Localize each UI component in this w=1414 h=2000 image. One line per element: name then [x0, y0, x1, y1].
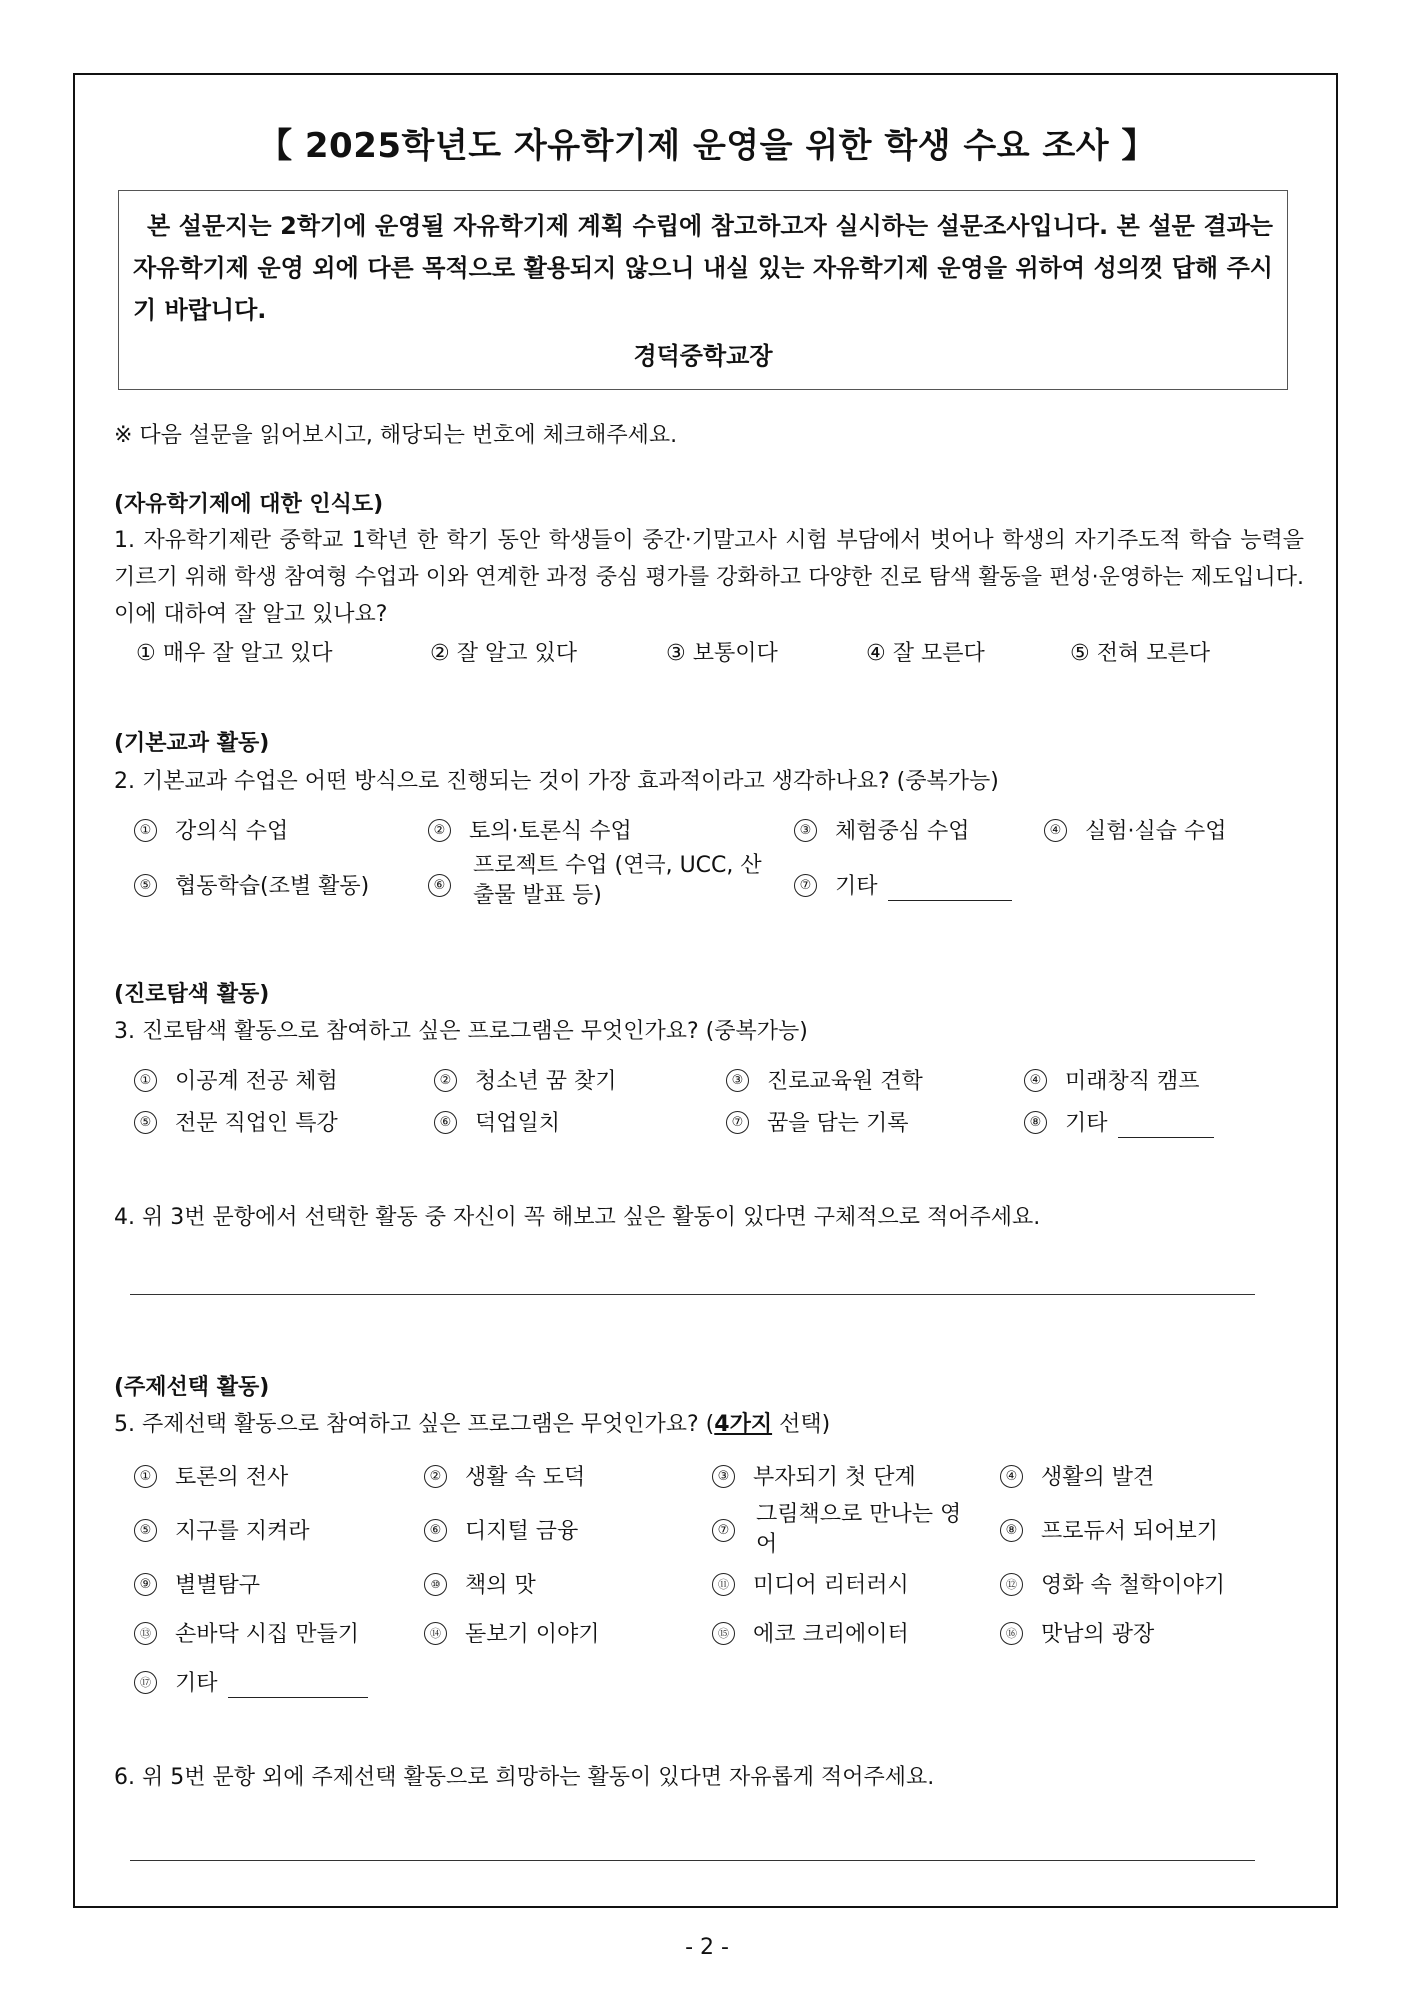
- q2-label-5: 협동학습(조별 활동): [175, 874, 370, 899]
- q5-mark-1: ①: [134, 1465, 157, 1488]
- question-5: [114, 1410, 830, 1440]
- q2-label-1: 강의식 수업: [175, 819, 289, 844]
- q1-option-1[interactable]: ① 매우 잘 알고 있다: [136, 641, 333, 666]
- q5-other-blank[interactable]: [228, 1675, 368, 1698]
- q5-mark-17: ⑰: [134, 1671, 157, 1694]
- q1-option-5[interactable]: ⑤ 전혀 모른다: [1070, 641, 1210, 666]
- q2-label-3: 체험중심 수업: [835, 819, 970, 844]
- section-topic-selection: (주제선택 활동): [114, 1375, 270, 1400]
- q2-option-3[interactable]: [794, 818, 970, 846]
- q5-option-7[interactable]: [712, 1518, 753, 1546]
- q3-option-7[interactable]: [726, 1110, 909, 1138]
- q3-label-4: 미래창직 캠프: [1065, 1069, 1200, 1094]
- q5-option-14[interactable]: [424, 1621, 600, 1649]
- q2-mark-4: ④: [1044, 819, 1067, 842]
- q5-label-2: 생활 속 도덕: [465, 1465, 586, 1490]
- q5-option-13[interactable]: [134, 1621, 359, 1649]
- q3-mark-5: ⑤: [134, 1111, 157, 1134]
- q5-mark-13: ⑬: [134, 1622, 157, 1645]
- q5-mark-12: ⑫: [1000, 1573, 1023, 1596]
- q3-option-8[interactable]: [1024, 1110, 1214, 1138]
- section-career: (진로탐색 활동): [114, 982, 270, 1007]
- q3-mark-4: ④: [1024, 1069, 1047, 1092]
- q5-mark-4: ④: [1000, 1465, 1023, 1488]
- question-1: 1. 자유학기제란 중학교 1학년 한 학기 동안 학생들이 중간·기말고사 시험 부담에서 벗어나 학생의 자기주도적 학습 능력을 기르기 위해 학생 참여형 수업과 이와 연계한 과정 중심 평가를 강화하고 다양한 진로 탐색 활동을 편성·운영하는 제도입니다. 이에 대하여 잘 알고 있나요?: [114, 528, 1304, 627]
- q2-label-2: 토의·토론식 수업: [469, 819, 632, 844]
- q5-label-9: 별별탐구: [175, 1573, 261, 1598]
- q3-option-6[interactable]: [434, 1110, 560, 1138]
- q5-label-7: 그림책으로 만나는 영어: [756, 1502, 962, 1557]
- q5-label-11: 미디어 리터러시: [753, 1573, 909, 1598]
- q3-mark-1: ①: [134, 1069, 157, 1092]
- q5-label-10: 책의 맛: [465, 1573, 536, 1598]
- q5-option-3[interactable]: [712, 1464, 916, 1492]
- q5-option-5[interactable]: [134, 1518, 310, 1546]
- q5-mark-14: ⑭: [424, 1622, 447, 1645]
- q2-mark-1: ①: [134, 819, 157, 842]
- q5-label-16: 맛남의 광장: [1041, 1622, 1155, 1647]
- q5-option-16[interactable]: [1000, 1621, 1154, 1649]
- q3-label-1: 이공계 전공 체험: [175, 1069, 338, 1094]
- q2-label-7: 기타: [835, 874, 878, 899]
- q2-option-5[interactable]: [134, 873, 369, 901]
- q5-mark-10: ⑩: [424, 1573, 447, 1596]
- q3-label-6: 덕업일치: [475, 1111, 561, 1136]
- question-6: 6. 위 5번 문항 외에 주제선택 활동으로 희망하는 활동이 있다면 자유롭게 적어주세요.: [114, 1765, 935, 1790]
- q5-option-9[interactable]: [134, 1572, 260, 1600]
- q3-label-7: 꿈을 담는 기록: [767, 1111, 909, 1136]
- q5-option-8[interactable]: [1000, 1518, 1218, 1546]
- q3-label-2: 청소년 꿈 찾기: [475, 1069, 617, 1094]
- q5-mark-16: ⑯: [1000, 1622, 1023, 1645]
- q2-mark-7: ⑦: [794, 874, 817, 897]
- q5-option-6[interactable]: [424, 1518, 578, 1546]
- section-awareness: (자유학기제에 대한 인식도): [114, 492, 384, 517]
- q3-label-3: 진로교육원 견학: [767, 1069, 923, 1094]
- q6-answer-line[interactable]: [130, 1860, 1255, 1861]
- q5-label-15: 에코 크리에이터: [753, 1622, 909, 1647]
- q3-option-1[interactable]: [134, 1068, 338, 1096]
- q2-option-6[interactable]: [428, 873, 469, 901]
- section-basic-subject: (기본교과 활동): [114, 731, 270, 756]
- q3-option-4[interactable]: [1024, 1068, 1200, 1096]
- q2-option-7[interactable]: [794, 873, 1012, 901]
- q5-text-before: 5. 주제선택 활동으로 참여하고 싶은 프로그램은 무엇인가요? (: [114, 1412, 715, 1437]
- q5-option-15[interactable]: [712, 1621, 909, 1649]
- q5-mark-2: ②: [424, 1465, 447, 1488]
- q5-mark-5: ⑤: [134, 1519, 157, 1542]
- q5-mark-9: ⑨: [134, 1573, 157, 1596]
- instruction-text: ※ 다음 설문을 읽어보시고, 해당되는 번호에 체크해주세요.: [114, 423, 678, 448]
- q3-other-blank[interactable]: [1118, 1115, 1214, 1138]
- q5-option-2[interactable]: [424, 1464, 585, 1492]
- q5-label-4: 생활의 발견: [1041, 1465, 1155, 1490]
- page-number: - 2 -: [685, 1935, 729, 1960]
- question-3: 3. 진로탐색 활동으로 참여하고 싶은 프로그램은 무엇인가요? (중복가능): [114, 1019, 808, 1044]
- q1-option-3[interactable]: ③ 보통이다: [666, 641, 778, 666]
- q3-mark-8: ⑧: [1024, 1111, 1047, 1134]
- q3-option-5[interactable]: [134, 1110, 338, 1138]
- q5-label-14: 돋보기 이야기: [465, 1622, 600, 1647]
- q2-option-2[interactable]: [428, 818, 632, 846]
- q3-mark-3: ③: [726, 1069, 749, 1092]
- q5-label-13: 손바닥 시집 만들기: [175, 1622, 360, 1647]
- q5-label-8: 프로듀서 되어보기: [1041, 1519, 1219, 1544]
- q5-label-17: 기타: [175, 1671, 218, 1696]
- q5-label-12: 영화 속 철학이야기: [1041, 1573, 1226, 1598]
- q1-option-2[interactable]: ② 잘 알고 있다: [430, 641, 577, 666]
- q3-mark-2: ②: [434, 1069, 457, 1092]
- q2-option-4[interactable]: [1044, 818, 1227, 846]
- q5-option-12[interactable]: [1000, 1572, 1225, 1600]
- q3-label-5: 전문 직업인 특강: [175, 1111, 338, 1136]
- q3-label-8: 기타: [1065, 1111, 1108, 1136]
- q3-mark-6: ⑥: [434, 1111, 457, 1134]
- q2-other-blank[interactable]: [888, 878, 1012, 901]
- q2-mark-2: ②: [428, 819, 451, 842]
- q4-answer-line[interactable]: [130, 1294, 1255, 1295]
- q5-emphasis: 4가지: [714, 1412, 773, 1437]
- q3-option-3[interactable]: [726, 1068, 923, 1096]
- question-4: 4. 위 3번 문항에서 선택한 활동 중 자신이 꼭 해보고 싶은 활동이 있다면 구체적으로 적어주세요.: [114, 1205, 1041, 1230]
- survey-title: 【 2025학년도 자유학기제 운영을 위한 학생 수요 조사 】: [258, 126, 1156, 166]
- q3-option-2[interactable]: [434, 1068, 617, 1096]
- q5-mark-3: ③: [712, 1465, 735, 1488]
- q3-mark-7: ⑦: [726, 1111, 749, 1134]
- q5-option-17[interactable]: [134, 1670, 368, 1698]
- q5-option-11[interactable]: [712, 1572, 909, 1600]
- intro-signature: 경덕중학교장: [633, 342, 773, 370]
- q5-mark-15: ⑮: [712, 1622, 735, 1645]
- q5-text-after: 선택): [772, 1412, 831, 1437]
- q5-label-1: 토론의 전사: [175, 1465, 289, 1490]
- q2-mark-5: ⑤: [134, 874, 157, 897]
- q2-label-4: 실험·실습 수업: [1085, 819, 1227, 844]
- q5-option-4[interactable]: [1000, 1464, 1154, 1492]
- intro-box: [118, 190, 1288, 390]
- q2-option-1[interactable]: [134, 818, 288, 846]
- q5-mark-8: ⑧: [1000, 1519, 1023, 1542]
- q5-option-10[interactable]: [424, 1572, 536, 1600]
- question-2: 2. 기본교과 수업은 어떤 방식으로 진행되는 것이 가장 효과적이라고 생각하나요? (중복가능): [114, 769, 999, 794]
- intro-text: 본 설문지는 2학기에 운영될 자유학기제 계획 수립에 참고하고자 실시하는 설문조사입니다. 본 설문 결과는 자유학기제 운영 외에 다른 목적으로 활용되지 않으니 내실 있는 자유학기제 운영을 위하여 성의껏 답해 주시기 바랍니다.: [133, 212, 1273, 324]
- q5-label-5: 지구를 지켜라: [175, 1519, 310, 1544]
- q5-mark-6: ⑥: [424, 1519, 447, 1542]
- q5-mark-7: ⑦: [712, 1519, 735, 1542]
- q5-label-3: 부자되기 첫 단계: [753, 1465, 916, 1490]
- q5-option-1[interactable]: [134, 1464, 288, 1492]
- q2-mark-3: ③: [794, 819, 817, 842]
- q2-mark-6: ⑥: [428, 874, 451, 897]
- q5-label-6: 디지털 금융: [465, 1519, 579, 1544]
- q2-label-6: 프로젝트 수업 (연극, UCC, 산출물 발표 등): [473, 853, 762, 908]
- q5-mark-11: ⑪: [712, 1573, 735, 1596]
- q1-option-4[interactable]: ④ 잘 모른다: [866, 641, 985, 666]
